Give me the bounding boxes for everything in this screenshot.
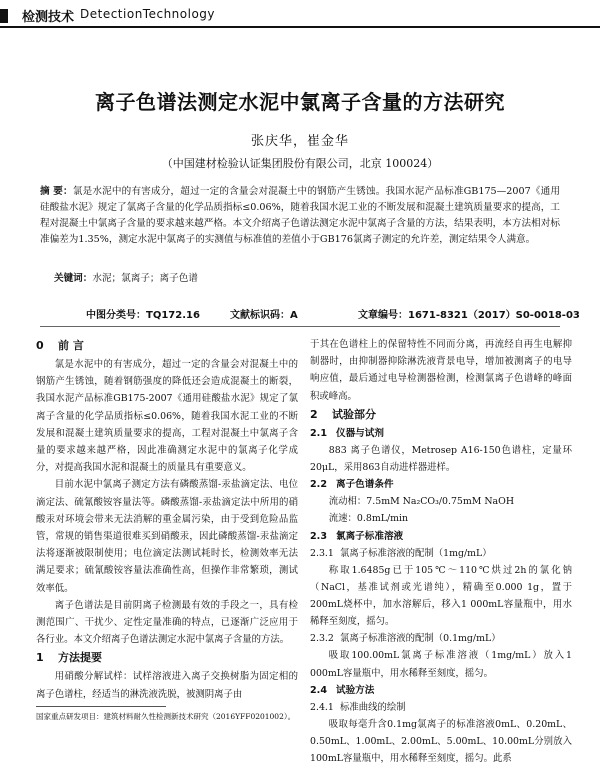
paragraph: 883 离子色谱仪，Metrosep A16-150色谱柱，定量环20μL，采用863自动进样器进样。: [310, 444, 572, 474]
subsection-heading: 2.4 试验方法: [310, 684, 375, 696]
abstract-label: 摘 要：: [40, 186, 73, 197]
section-heading: 2 试验部分: [310, 407, 376, 421]
header-section-en: DetectionTechnology: [80, 7, 216, 21]
paragraph: 离子色谱法是目前阴离子检测最有效的手段之一，具有检测范围广、干扰少、定性定量准确的特点，已逐渐广泛应用于各行业。本文介绍离子色谱法测定水泥中氯离子含量的方法。: [36, 599, 298, 646]
running-header: [0, 0, 600, 28]
subsection-heading: 2.1 仪器与试剂: [310, 427, 384, 439]
header-marker: [0, 9, 8, 23]
subsubsection-heading: 2.3.1 氯离子标准溶液的配制（1mg/mL）: [310, 547, 492, 559]
paper-title: 离子色谱法测定水泥中氯离子含量的方法研究: [95, 90, 505, 114]
paragraph: 吸取100.00mL氯离子标准溶液（1mg/mL）放入1 000mL容量瓶中，用水稀释至刻度，摇匀。: [310, 650, 572, 679]
keywords-label: 关键词：: [54, 273, 93, 284]
paragraph: 于其在色谱柱上的保留特性不同而分离，再流经自再生电解抑制器时，由抑制器抑除淋洗液背景电导，增加被测离子的电导响应值，最后通过电导检测器检测，检测氯离子色谱峰的峰面积或峰高。: [310, 339, 572, 402]
header-section: 检测技术: [22, 10, 75, 25]
subsubsection-heading: 2.3.2 氯离子标准溶液的配制（0.1mg/mL）: [310, 633, 501, 645]
article-number: 文章编号：1671-8321（2017）S0-0018-03: [358, 310, 580, 321]
left-column: [36, 336, 298, 703]
right-column: [310, 336, 572, 767]
paragraph: 称取1.6485g已于105℃～110℃烘过2h的氯化钠（NaCl，基准试剂或光谱纯），精确至0.000 1g，置于200mL烧杯中，加水溶解后，移入1 000mL容量瓶中，用水稀释至刻度，摇匀。: [310, 564, 572, 628]
paragraph: 用硝酸分解试样：试样溶液进入离子交换树脂为固定相的离子色谱柱，经适当的淋洗液洗脱，被测阴离子由: [36, 671, 298, 700]
paper-authors: 张庆华，崔金华: [250, 134, 349, 149]
section-heading: 1 方法提要: [36, 651, 102, 665]
subsection-heading: 2.2 离子色谱条件: [310, 479, 394, 491]
paragraph: 目前水泥中氯离子测定方法有磷酸蒸馏-汞盐滴定法、电位滴定法、硫氰酸铵容量法等。磷酸蒸馏-汞盐滴定法中所用的硝酸汞对环境会带来无法消解的重金属污染，由于受到危险品监管，常规的销售渠道很难买到硝酸汞，因此磷酸蒸馏-汞盐滴定法将逐渐被限制使用；电位滴定法测试耗时长，检测效率无法满足要求；硫氰酸铵容量法准确性高，但操作非常繁琐，测试效率低。: [36, 479, 298, 594]
paragraph: 吸取每毫升含0.1mg氯离子的标准溶液0mL、0.20mL、0.50mL、1.00mL、2.00mL、5.00mL、10.00mL分别放入100mL容量瓶中，用水稀释至刻度，摇匀。此系: [310, 718, 572, 765]
paragraph: 流速：0.8mL/min: [328, 513, 409, 525]
paragraph: 流动相：7.5mM Na₂CO₃/0.75mM NaOH: [328, 496, 514, 508]
footnote: 国家重点研发项目：建筑材料耐久性检测新技术研究（2016YFF0201002）。: [36, 712, 296, 721]
abstract: [40, 184, 560, 248]
subsection-heading: 2.3 氯离子标准溶液: [310, 530, 404, 542]
paragraph: 氯是水泥中的有害成分，超过一定的含量会对混凝土中的钢筋产生锈蚀，随着钢筋强度的降低还会造成混凝土的断裂，我国水泥产品标准GB175-2007《通用硅酸盐水泥》规定了氯离子含量的化学品质指标≤0.06%，随着我国水泥工业的不断发展和混凝土建筑质量要求的提高，工程对混凝土中氯离子含量的要求越来越严格，因此准确测定水泥中的氯离子化学成分，对提高我国水泥和混凝土的质量具有重要意义。: [36, 359, 298, 474]
section-heading: 0 前 言: [36, 339, 84, 352]
divider: [40, 326, 560, 327]
footnote-divider: [36, 706, 166, 707]
subsubsection-heading: 2.4.1 标准曲线的绘制: [310, 701, 406, 713]
abstract-text: 氯是水泥中的有害成分，超过一定的含量会对混凝土中的钢筋产生锈蚀。我国水泥产品标准GB175—2007《通用硅酸盐水泥》规定了氯离子含量的化学品质指标≤0.06%，随着我国水泥工业的不断发展和混凝土建筑质量要求的提高，工程对混凝土中氯离子含量的要求越来越严格。本文介绍离子色谱法测定水泥中氯离子含量的方法，结果表明，本方法相对标准偏差为1.35%，测定水泥中氯离子的实测值与标准值的差值小于GB176氯离子测定的允许差，测定结果令人满意。: [40, 186, 560, 245]
keywords-text: 水泥；氯离子；离子色谱: [92, 273, 198, 284]
keywords: [54, 272, 554, 286]
paper-affiliation: （中国建材检验认证集团股份有限公司，北京 100024）: [161, 157, 439, 170]
document-code: 文献标识码：A: [230, 310, 298, 321]
clc-number: 中图分类号：TQ172.16: [86, 310, 200, 321]
